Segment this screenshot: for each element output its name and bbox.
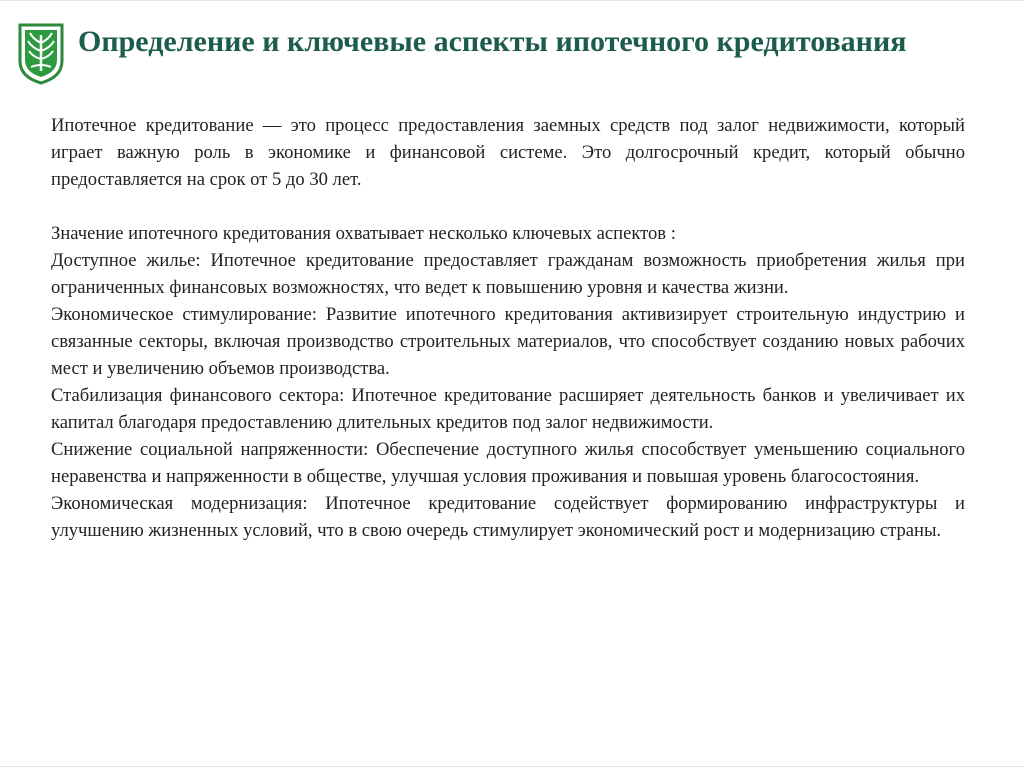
definition-paragraph: Ипотечное кредитование — это процесс предоставления заемных средств под залог недвижимости, который играет важную роль в экономике и финансовой системе. Это долгосрочный кредит, который обычно предоставляется на срок от 5 до 30 лет. [51, 115, 965, 190]
aspect-economic-modernization: Экономическая модернизация: Ипотечное кредитование содействует формированию инфраструктуры и улучшению жизненных условий, что в свою очередь стимулирует экономический рост и модернизацию страны. [51, 493, 965, 541]
logo [16, 21, 66, 85]
slide-body [51, 112, 965, 544]
paragraph-spacer [51, 193, 965, 220]
aspect-financial-stabilization: Стабилизация финансового сектора: Ипотечное кредитование расширяет деятельность банков и увеличивает их капитал благодаря предоставлению длительных кредитов под залог недвижимости. [51, 385, 965, 433]
aspect-social-tension: Снижение социальной напряженности: Обеспечение доступного жилья способствует уменьшению социального неравенства и напряженности в обществе, улучшая условия проживания и повышая уровень благосостояния. [51, 439, 965, 487]
page-title: Определение и ключевые аспекты ипотечного кредитования [78, 25, 907, 58]
aspects-intro: Значение ипотечного кредитования охватывает несколько ключевых аспектов : [51, 223, 676, 244]
green-shield-emblem-icon [16, 21, 66, 85]
aspect-economic-stimulus: Экономическое стимулирование: Развитие ипотечного кредитования активизирует строительную индустрию и связанные секторы, включая производство строительных материалов, что способствует созданию новых рабочих мест и увеличению объемов производства. [51, 304, 965, 379]
aspect-affordable-housing: Доступное жилье: Ипотечное кредитование предоставляет гражданам возможность приобретения жилья при ограниченных финансовых возможностях, что ведет к повышению уровня и качества жизни. [51, 250, 965, 298]
